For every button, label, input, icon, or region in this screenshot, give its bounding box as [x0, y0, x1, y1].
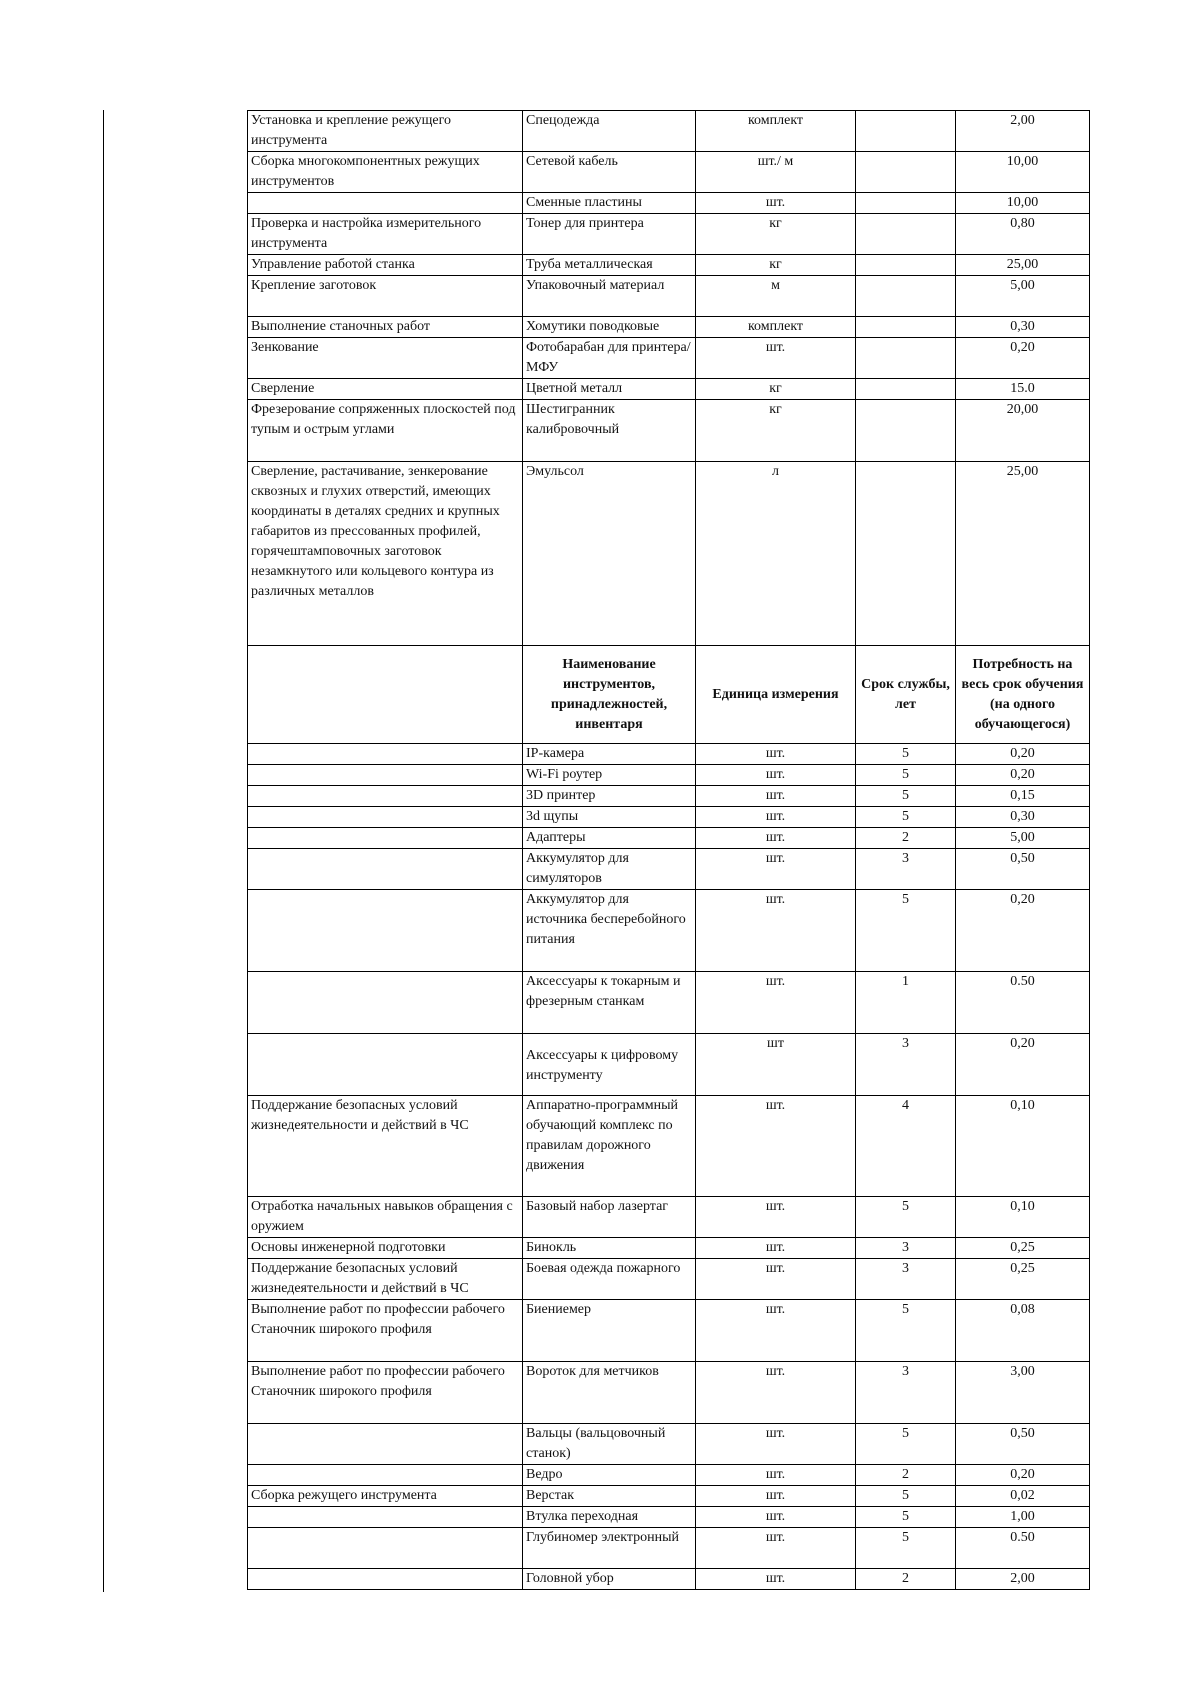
table-row	[248, 972, 1090, 1034]
qty-cell: 3,00	[956, 1362, 1090, 1424]
table-row	[248, 317, 1090, 338]
unit-cell: шт.	[696, 1528, 856, 1569]
table-row	[248, 1238, 1090, 1259]
activity-cell	[248, 1528, 523, 1569]
qty-cell: 10,00	[956, 152, 1090, 193]
life-cell	[856, 400, 956, 462]
table-row	[248, 255, 1090, 276]
item-cell: Аккумулятор для симуляторов	[523, 849, 696, 890]
activity-cell	[248, 765, 523, 786]
unit-cell: шт.	[696, 1259, 856, 1300]
item-cell: IP-камера	[523, 744, 696, 765]
activity-cell	[248, 1507, 523, 1528]
unit-cell: шт.	[696, 849, 856, 890]
unit-cell: кг	[696, 255, 856, 276]
item-cell: 3d щупы	[523, 807, 696, 828]
qty-cell: 2,00	[956, 1569, 1090, 1590]
header-activity	[248, 646, 523, 744]
table-row	[248, 462, 1090, 646]
item-cell: Верстак	[523, 1486, 696, 1507]
activity-cell	[248, 1465, 523, 1486]
qty-cell: 0,30	[956, 317, 1090, 338]
unit-cell: комплект	[696, 317, 856, 338]
life-cell: 5	[856, 1300, 956, 1362]
table-row	[248, 1034, 1090, 1096]
table-header-row	[248, 646, 1090, 744]
activity-cell: Управление работой станка	[248, 255, 523, 276]
life-cell	[856, 379, 956, 400]
unit-cell: шт.	[696, 193, 856, 214]
life-cell: 5	[856, 744, 956, 765]
unit-cell: м	[696, 276, 856, 317]
item-cell: Бинокль	[523, 1238, 696, 1259]
qty-cell: 0,20	[956, 1465, 1090, 1486]
unit-cell: кг	[696, 400, 856, 462]
item-cell: Тонер для принтера	[523, 214, 696, 255]
qty-cell: 0,25	[956, 1259, 1090, 1300]
activity-cell: Крепление заготовок	[248, 276, 523, 317]
activity-cell: Проверка и настройка измерительного инструмента	[248, 214, 523, 255]
item-cell: Аппаратно-программный обучающий комплекс по правилам дорожного движения	[523, 1096, 696, 1197]
header-service-life: Срок службы, лет	[856, 646, 956, 744]
item-cell: Вороток для метчиков	[523, 1362, 696, 1424]
item-cell: Аксессуары к цифровому инструменту	[523, 1034, 696, 1096]
unit-cell: шт.	[696, 1507, 856, 1528]
activity-cell	[248, 828, 523, 849]
life-cell: 5	[856, 765, 956, 786]
table-row	[248, 1424, 1090, 1465]
activity-cell: Основы инженерной подготовки	[248, 1238, 523, 1259]
unit-cell: шт.	[696, 1465, 856, 1486]
table-row	[248, 400, 1090, 462]
life-cell: 1	[856, 972, 956, 1034]
life-cell: 5	[856, 1424, 956, 1465]
table-row	[248, 1486, 1090, 1507]
equipment-table	[247, 110, 1090, 1590]
qty-cell: 0.50	[956, 972, 1090, 1034]
qty-cell: 0,15	[956, 786, 1090, 807]
unit-cell: шт.	[696, 1424, 856, 1465]
unit-cell: шт.	[696, 1197, 856, 1238]
item-cell: Базовый набор лазертаг	[523, 1197, 696, 1238]
item-cell: Адаптеры	[523, 828, 696, 849]
unit-cell: шт	[696, 1034, 856, 1096]
qty-cell: 0,30	[956, 807, 1090, 828]
unit-cell: шт.	[696, 338, 856, 379]
activity-cell: Фрезерование сопряженных плоскостей под тупым и острым углами	[248, 400, 523, 462]
unit-cell: кг	[696, 214, 856, 255]
life-cell	[856, 111, 956, 152]
life-cell	[856, 255, 956, 276]
table-row	[248, 214, 1090, 255]
life-cell: 3	[856, 1238, 956, 1259]
item-cell: Биениемер	[523, 1300, 696, 1362]
qty-cell: 5,00	[956, 828, 1090, 849]
activity-cell	[248, 849, 523, 890]
life-cell: 5	[856, 1197, 956, 1238]
qty-cell: 25,00	[956, 462, 1090, 646]
table-row	[248, 276, 1090, 317]
unit-cell: шт./ м	[696, 152, 856, 193]
life-cell: 3	[856, 1034, 956, 1096]
activity-cell: Зенкование	[248, 338, 523, 379]
qty-cell: 0,50	[956, 1424, 1090, 1465]
item-cell: Ведро	[523, 1465, 696, 1486]
table-row	[248, 1569, 1090, 1590]
item-cell: Цветной металл	[523, 379, 696, 400]
activity-cell: Выполнение станочных работ	[248, 317, 523, 338]
qty-cell: 1,00	[956, 1507, 1090, 1528]
unit-cell: шт.	[696, 807, 856, 828]
life-cell	[856, 317, 956, 338]
table-row	[248, 828, 1090, 849]
unit-cell: шт.	[696, 1238, 856, 1259]
item-cell: Сетевой кабель	[523, 152, 696, 193]
activity-cell	[248, 807, 523, 828]
item-cell: Вальцы (вальцовочный станок)	[523, 1424, 696, 1465]
table-row	[248, 1362, 1090, 1424]
life-cell	[856, 338, 956, 379]
life-cell: 2	[856, 1569, 956, 1590]
life-cell: 5	[856, 1507, 956, 1528]
qty-cell: 10,00	[956, 193, 1090, 214]
qty-cell: 0,20	[956, 338, 1090, 379]
item-cell: Головной убор	[523, 1569, 696, 1590]
table-row	[248, 765, 1090, 786]
table-row	[248, 1528, 1090, 1569]
unit-cell: шт.	[696, 1300, 856, 1362]
life-cell	[856, 193, 956, 214]
life-cell: 3	[856, 849, 956, 890]
qty-cell: 20,00	[956, 400, 1090, 462]
qty-cell: 0,25	[956, 1238, 1090, 1259]
left-margin-rule	[103, 110, 104, 1592]
qty-cell: 0,08	[956, 1300, 1090, 1362]
activity-cell: Сверление	[248, 379, 523, 400]
qty-cell: 0,20	[956, 890, 1090, 972]
item-cell: 3D принтер	[523, 786, 696, 807]
table-row	[248, 1507, 1090, 1528]
unit-cell: комплект	[696, 111, 856, 152]
activity-cell	[248, 890, 523, 972]
unit-cell: шт.	[696, 1362, 856, 1424]
life-cell: 3	[856, 1362, 956, 1424]
unit-cell: шт.	[696, 744, 856, 765]
unit-cell: шт.	[696, 1569, 856, 1590]
unit-cell: шт.	[696, 765, 856, 786]
table-row	[248, 193, 1090, 214]
item-cell: Эмульсол	[523, 462, 696, 646]
unit-cell: л	[696, 462, 856, 646]
table-row	[248, 338, 1090, 379]
activity-cell: Сборка многокомпонентных режущих инструментов	[248, 152, 523, 193]
activity-cell: Отработка начальных навыков обращения с оружием	[248, 1197, 523, 1238]
qty-cell: 15.0	[956, 379, 1090, 400]
activity-cell	[248, 744, 523, 765]
table-row	[248, 849, 1090, 890]
life-cell	[856, 276, 956, 317]
activity-cell	[248, 1034, 523, 1096]
unit-cell: кг	[696, 379, 856, 400]
table-row	[248, 786, 1090, 807]
table-row	[248, 1197, 1090, 1238]
item-cell: Труба металлическая	[523, 255, 696, 276]
table-row	[248, 1300, 1090, 1362]
table-row	[248, 1096, 1090, 1197]
item-cell: Втулка переходная	[523, 1507, 696, 1528]
item-cell: Боевая одежда пожарного	[523, 1259, 696, 1300]
item-cell: Спецодежда	[523, 111, 696, 152]
table-row	[248, 379, 1090, 400]
activity-cell	[248, 1569, 523, 1590]
qty-cell: 25,00	[956, 255, 1090, 276]
activity-cell: Установка и крепление режущего инструмента	[248, 111, 523, 152]
item-cell: Wi-Fi роутер	[523, 765, 696, 786]
qty-cell: 0,50	[956, 849, 1090, 890]
item-cell: Аксессуары к токарным и фрезерным станкам	[523, 972, 696, 1034]
activity-cell	[248, 786, 523, 807]
activity-cell: Выполнение работ по профессии рабочего Станочник широкого профиля	[248, 1300, 523, 1362]
table-row	[248, 111, 1090, 152]
life-cell: 5	[856, 890, 956, 972]
header-unit: Единица измерения	[696, 646, 856, 744]
qty-cell: 0.50	[956, 1528, 1090, 1569]
activity-cell: Сверление, растачивание, зенкерование сквозных и глухих отверстий, имеющих координаты в деталях средних и крупных габаритов из прессованных профилей, горячештамповочных заготовок незамкнутого или кольцевого контура из различных металлов	[248, 462, 523, 646]
life-cell	[856, 152, 956, 193]
table-row	[248, 807, 1090, 828]
header-item-name: Наименование инструментов, принадлежностей, инвентаря	[523, 646, 696, 744]
life-cell: 4	[856, 1096, 956, 1197]
item-cell: Шестигранник калибровочный	[523, 400, 696, 462]
table-row	[248, 890, 1090, 972]
life-cell: 2	[856, 1465, 956, 1486]
table-row	[248, 744, 1090, 765]
table-row	[248, 1259, 1090, 1300]
qty-cell: 5,00	[956, 276, 1090, 317]
unit-cell: шт.	[696, 972, 856, 1034]
item-cell: Фотобарабан для принтера/МФУ	[523, 338, 696, 379]
activity-cell: Сборка режущего инструмента	[248, 1486, 523, 1507]
life-cell: 5	[856, 1528, 956, 1569]
activity-cell	[248, 1424, 523, 1465]
item-cell: Аккумулятор для источника бесперебойного питания	[523, 890, 696, 972]
item-cell: Упаковочный материал	[523, 276, 696, 317]
life-cell	[856, 214, 956, 255]
qty-cell: 0,10	[956, 1096, 1090, 1197]
unit-cell: шт.	[696, 890, 856, 972]
header-requirement: Потребность на весь срок обучения (на одного обучающегося)	[956, 646, 1090, 744]
qty-cell: 0,80	[956, 214, 1090, 255]
life-cell: 2	[856, 828, 956, 849]
item-cell: Сменные пластины	[523, 193, 696, 214]
qty-cell: 2,00	[956, 111, 1090, 152]
qty-cell: 0,02	[956, 1486, 1090, 1507]
unit-cell: шт.	[696, 786, 856, 807]
activity-cell: Поддержание безопасных условий жизнедеятельности и действий в ЧС	[248, 1096, 523, 1197]
activity-cell	[248, 193, 523, 214]
life-cell	[856, 462, 956, 646]
life-cell: 3	[856, 1259, 956, 1300]
qty-cell: 0,20	[956, 1034, 1090, 1096]
life-cell: 5	[856, 1486, 956, 1507]
qty-cell: 0,20	[956, 765, 1090, 786]
unit-cell: шт.	[696, 1486, 856, 1507]
item-cell: Глубиномер электронный	[523, 1528, 696, 1569]
table-row	[248, 1465, 1090, 1486]
item-cell: Хомутики поводковые	[523, 317, 696, 338]
table-row	[248, 152, 1090, 193]
qty-cell: 0,20	[956, 744, 1090, 765]
qty-cell: 0,10	[956, 1197, 1090, 1238]
activity-cell: Поддержание безопасных условий жизнедеятельности и действий в ЧС	[248, 1259, 523, 1300]
unit-cell: шт.	[696, 1096, 856, 1197]
activity-cell: Выполнение работ по профессии рабочего Станочник широкого профиля	[248, 1362, 523, 1424]
activity-cell	[248, 972, 523, 1034]
unit-cell: шт.	[696, 828, 856, 849]
life-cell: 5	[856, 786, 956, 807]
life-cell: 5	[856, 807, 956, 828]
